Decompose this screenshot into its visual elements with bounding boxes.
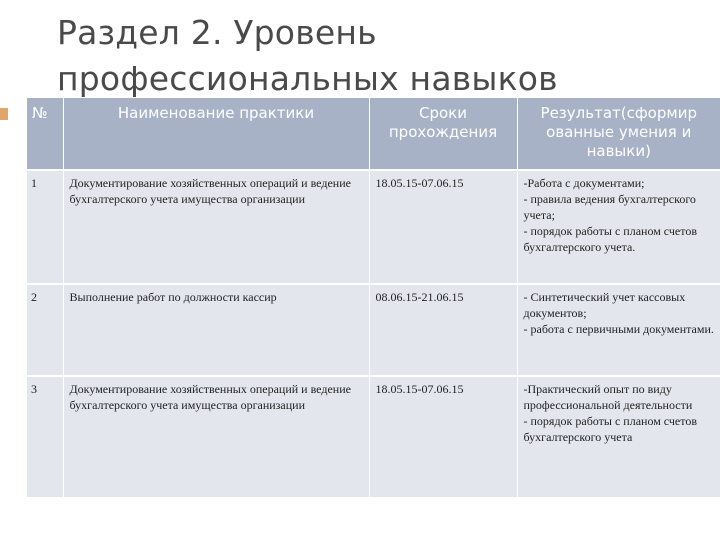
- practice-table: [27, 98, 720, 497]
- result-line: -Работа с документами;: [523, 176, 645, 190]
- table-header-row: [27, 98, 720, 170]
- header-dates: Сроки прохождения: [369, 98, 517, 170]
- row-practice-name: Документирование хозяйственных операций и ведение бухгалтерского учета имущества организации: [63, 376, 369, 497]
- row-dates: 08.06.15-21.06.15: [369, 284, 517, 376]
- result-line: - Синтетический учет кассовых документов;: [523, 290, 686, 320]
- result-line: - порядок работы с планом счетов бухгалтерского учета: [523, 414, 698, 444]
- row-dates: 18.05.15-07.06.15: [369, 170, 517, 284]
- row-number: 3: [27, 376, 63, 497]
- slide-title-line-1: Раздел 2. Уровень: [57, 13, 377, 52]
- result-line: - правила ведения бухгалтерского учета;: [523, 192, 696, 222]
- row-result: [517, 284, 720, 376]
- result-line: - порядок работы с планом счетов бухгалтерского учета.: [523, 224, 698, 254]
- row-practice-name: Документирование хозяйственных операций и ведение бухгалтерского учета имущества организации: [63, 170, 369, 284]
- row-dates: 18.05.15-07.06.15: [369, 376, 517, 497]
- table-row: [27, 170, 720, 284]
- row-number: 1: [27, 170, 63, 284]
- result-line: - работа с первичными документами.: [523, 322, 714, 336]
- header-number: №: [27, 98, 63, 170]
- row-number: 2: [27, 284, 63, 376]
- header-result: Результат(сформир ованные умения и навыки): [517, 98, 720, 170]
- row-result: [517, 376, 720, 497]
- result-line: -Практический опыт по виду профессиональной деятельности: [523, 382, 693, 412]
- header-practice-name: Наименование практики: [63, 98, 369, 170]
- table-row: [27, 376, 720, 497]
- accent-bar: [0, 108, 8, 120]
- row-practice-name: Выполнение работ по должности кассир: [63, 284, 369, 376]
- row-result: [517, 170, 720, 284]
- slide-title: [57, 10, 697, 102]
- slide-title-line-2: профессиональных навыков: [57, 59, 558, 98]
- table-row: [27, 284, 720, 376]
